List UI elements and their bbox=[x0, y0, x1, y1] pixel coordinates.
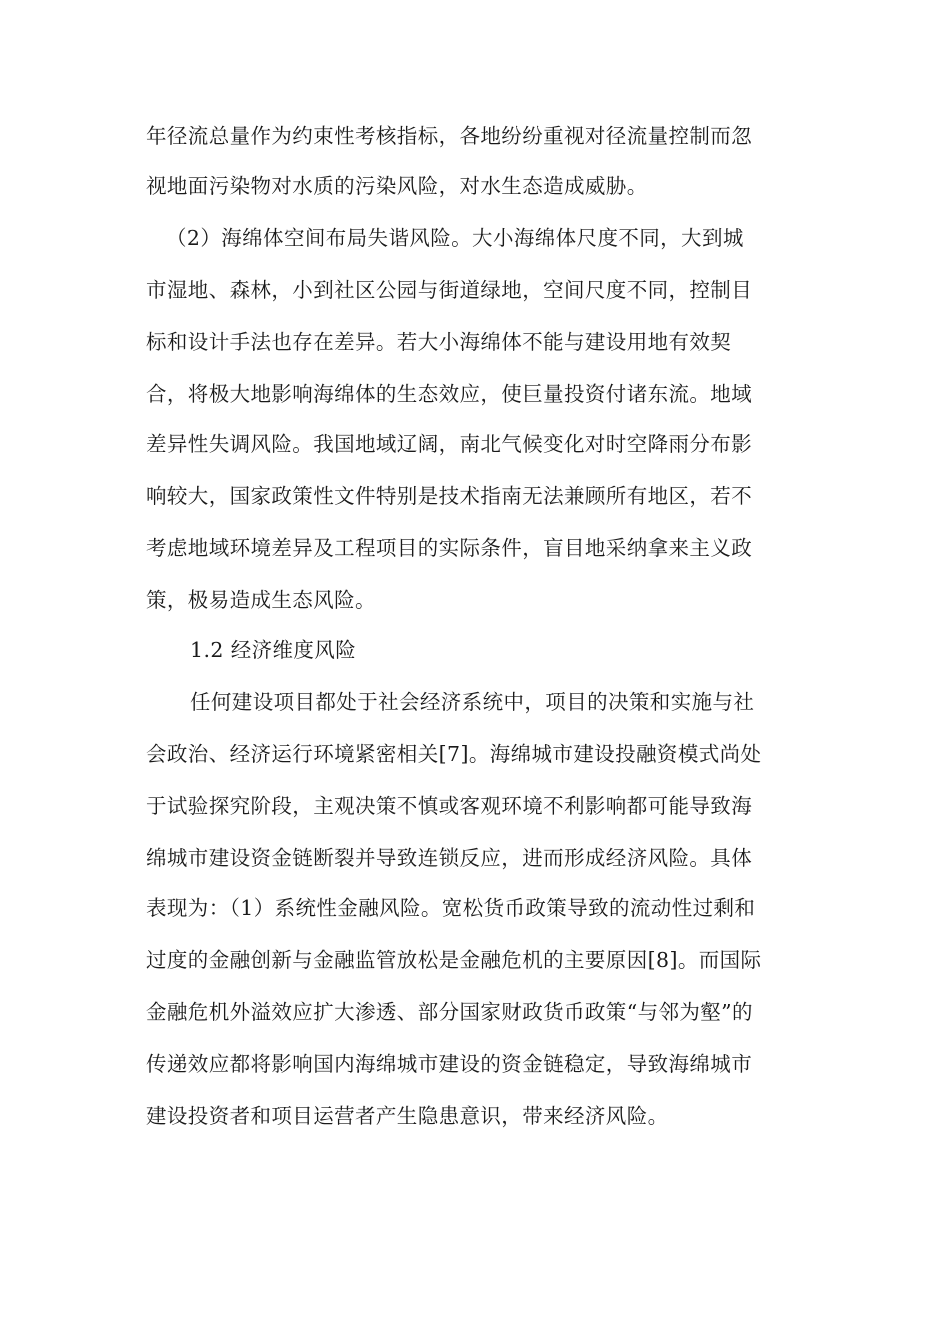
text-line: 策，极易造成生态风险。 bbox=[146, 588, 376, 612]
text-line: 表现为：（1）系统性金融风险。宽松货币政策导致的流动性过剩和 bbox=[146, 896, 756, 920]
text-line: 于试验探究阶段，主观决策不慎或客观环境不利影响都可能导致海 bbox=[146, 794, 753, 818]
text-line: 建设投资者和项目运营者产生隐患意识，带来经济风险。 bbox=[146, 1104, 669, 1128]
text-line: 金融危机外溢效应扩大渗透、部分国家财政货币政策“与邻为壑”的 bbox=[146, 1000, 753, 1024]
text-line: 过度的金融创新与金融监管放松是金融危机的主要原因[8]。而国际 bbox=[146, 948, 762, 972]
text-line: 年径流总量作为约束性考核指标，各地纷纷重视对径流量控制而忽 bbox=[146, 124, 753, 148]
text-line: 市湿地、森林，小到社区公园与街道绿地，空间尺度不同，控制目 bbox=[146, 278, 753, 302]
text-line: 标和设计手法也存在差异。若大小海绵体不能与建设用地有效契 bbox=[146, 330, 732, 354]
paragraph-start-line: （2）海绵体空间布局失谐风险。大小海绵体尺度不同，大到城 bbox=[166, 226, 744, 250]
text-line: 绵城市建设资金链断裂并导致连锁反应，进而形成经济风险。具体 bbox=[146, 846, 753, 870]
text-line: 差异性失调风险。我国地域辽阔，南北气候变化对时空降雨分布影 bbox=[146, 432, 753, 456]
text-line: 响较大，国家政策性文件特别是技术指南无法兼顾所有地区，若不 bbox=[146, 484, 753, 508]
text-line: 考虑地域环境差异及工程项目的实际条件，盲目地采纳拿来主义政 bbox=[146, 536, 753, 560]
text-line: 视地面污染物对水质的污染风险，对水生态造成威胁。 bbox=[146, 174, 648, 198]
text-line: 会政治、经济运行环境紧密相关[7]。海绵城市建设投融资模式尚处 bbox=[146, 742, 762, 766]
paragraph-start-line: 任何建设项目都处于社会经济系统中，项目的决策和实施与社 bbox=[190, 690, 755, 714]
section-heading: 1.2 经济维度风险 bbox=[190, 638, 357, 662]
text-line: 合，将极大地影响海绵体的生态效应，使巨量投资付诸东流。地域 bbox=[146, 382, 753, 406]
text-line: 传递效应都将影响国内海绵城市建设的资金链稳定，导致海绵城市 bbox=[146, 1052, 753, 1076]
